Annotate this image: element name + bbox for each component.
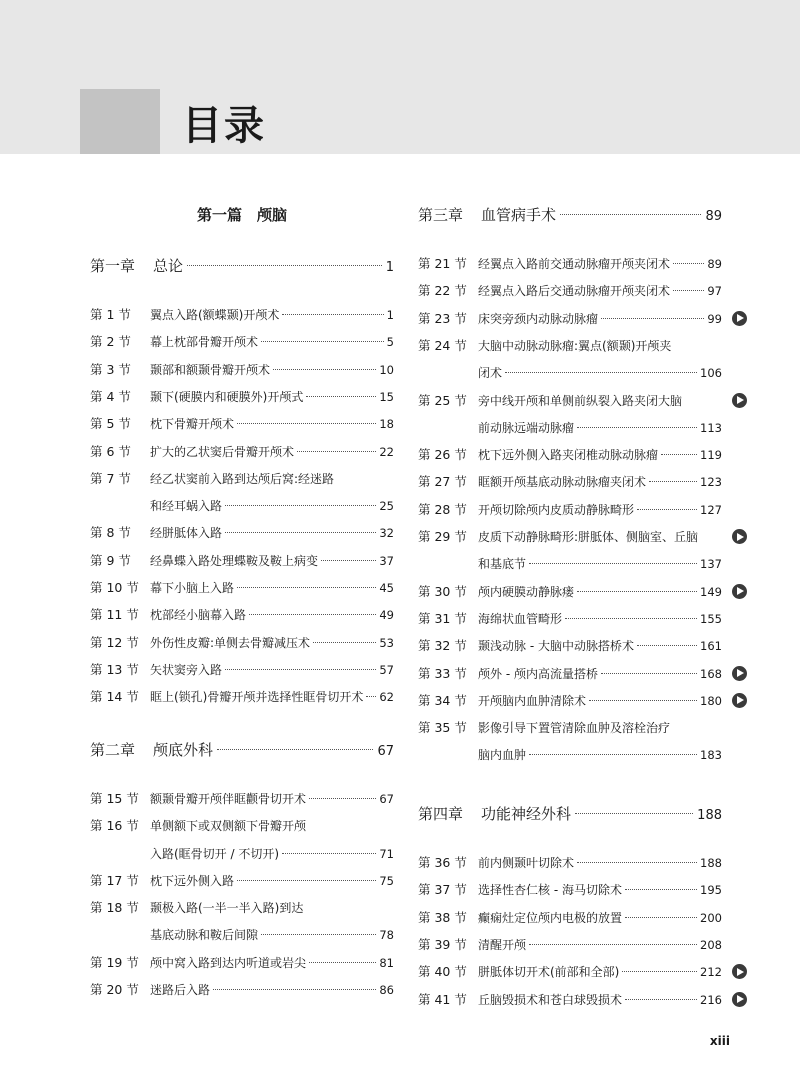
section-title-text: 枕下远外侧入路夹闭椎动脉动脉瘤	[478, 448, 659, 463]
section-title-text: 闭术	[478, 366, 503, 381]
toc-entry[interactable]	[90, 897, 394, 946]
toc-entry[interactable]	[418, 907, 722, 929]
chapter-title: 总论	[153, 257, 184, 275]
toc-entry[interactable]	[418, 253, 722, 275]
section-title-line	[478, 989, 722, 1011]
leader-dots	[625, 917, 697, 918]
section-page: 99	[707, 311, 722, 326]
leader-dots	[529, 944, 697, 945]
toc-entry[interactable]	[90, 632, 394, 654]
toc-entry[interactable]	[90, 386, 394, 408]
section-page: 32	[379, 526, 394, 541]
section-title-line	[150, 577, 394, 599]
section-page: 49	[379, 608, 394, 623]
section-page: 71	[379, 846, 394, 861]
section-number: 第 2 节	[90, 334, 131, 350]
leader-dots	[366, 696, 376, 697]
toc-entry[interactable]	[90, 304, 394, 326]
section-title-line	[478, 663, 722, 685]
leader-dots	[261, 934, 376, 935]
play-circle-icon[interactable]	[732, 666, 747, 681]
toc-entry[interactable]	[418, 608, 722, 630]
leader-dots	[577, 427, 697, 428]
section-number: 第 23 节	[418, 310, 467, 326]
toc-entry[interactable]	[418, 526, 722, 575]
section-title-line	[150, 495, 394, 517]
section-number: 第 24 节	[418, 337, 467, 353]
leader-dots	[187, 265, 382, 266]
section-number: 第 14 节	[90, 689, 139, 705]
section-title-line	[478, 444, 722, 466]
section-title-line	[150, 441, 394, 463]
section-title-text: 癫痫灶定位颅内电极的放置	[478, 910, 623, 925]
section-page: 81	[379, 955, 394, 970]
toc-entry[interactable]	[418, 934, 722, 956]
section-title-text: 选择性杏仁核 - 海马切除术	[478, 883, 622, 898]
section-number: 第 4 节	[90, 388, 131, 404]
leader-dots	[625, 889, 697, 890]
section-title-text: 颅内硬膜动静脉瘘	[478, 584, 575, 599]
leader-dots	[589, 700, 697, 701]
section-title-text: 经胼胝体入路	[150, 526, 223, 541]
leader-dots	[282, 853, 376, 854]
section-title-line	[478, 553, 722, 575]
toc-entry[interactable]	[418, 690, 722, 712]
section-title-line	[150, 386, 394, 408]
chapter-heading[interactable]	[418, 203, 722, 227]
section-title-text: 开颅切除颅内皮质动静脉畸形	[478, 502, 635, 517]
section-number: 第 32 节	[418, 638, 467, 654]
section-page: 62	[379, 690, 394, 705]
section-title-text: 大脑中动脉动脉瘤:翼点(额颞)开颅夹	[478, 338, 672, 353]
page-number: xiii	[709, 1034, 730, 1048]
section-page: 168	[700, 666, 722, 681]
section-page: 200	[700, 910, 722, 925]
section-title-line	[478, 390, 722, 412]
leader-dots	[637, 645, 697, 646]
toc-entry[interactable]	[90, 577, 394, 599]
section-page: 119	[700, 448, 722, 463]
leader-dots	[565, 618, 697, 619]
chapter-heading[interactable]	[90, 738, 394, 762]
section-title-text: 入路(眶骨切开 / 不切开)	[150, 846, 280, 861]
section-title-line	[150, 924, 394, 946]
play-circle-icon[interactable]	[732, 584, 747, 599]
section-number: 第 33 节	[418, 665, 467, 681]
leader-dots	[529, 563, 697, 564]
section-title-text: 枕下骨瓣开颅术	[150, 417, 235, 432]
section-number: 第 10 节	[90, 580, 139, 595]
section-number: 第 38 节	[418, 909, 467, 925]
section-page: 216	[700, 992, 722, 1007]
section-title-text: 经翼点入路后交通动脉瘤开颅夹闭术	[478, 284, 671, 299]
chapter-number: 第四章	[418, 805, 464, 823]
leader-dots	[309, 798, 376, 799]
section-number: 第 41 节	[418, 991, 467, 1007]
section-title-line	[478, 852, 722, 874]
section-number: 第 22 节	[418, 283, 467, 299]
play-circle-icon[interactable]	[732, 964, 747, 979]
toc-entry[interactable]	[418, 308, 722, 330]
toc-entry[interactable]	[418, 280, 722, 302]
section-number: 第 34 节	[418, 692, 467, 708]
toc-entry[interactable]	[418, 663, 722, 685]
section-title-text: 前内侧颞叶切除术	[478, 856, 575, 870]
section-title-text: 和基底节	[478, 557, 527, 572]
section-title-text: 枕下远外侧入路	[150, 873, 235, 888]
leader-dots	[225, 532, 376, 533]
section-title-text: 经翼点入路前交通动脉瘤开颅夹闭术	[478, 257, 671, 271]
section-title-line	[478, 362, 722, 384]
section-title-text: 颅中窝入路到达内听道或岩尖	[150, 955, 307, 970]
toc-entry[interactable]	[418, 879, 722, 901]
section-title-line	[150, 788, 394, 810]
section-title-line	[478, 471, 722, 493]
section-title-text: 经鼻蝶入路处理蝶鞍及鞍上病变	[150, 553, 319, 568]
section-title-line	[150, 331, 394, 353]
section-title-text: 枕部经小脑幕入路	[150, 608, 247, 623]
toc-entry[interactable]	[418, 961, 722, 983]
toc-entry[interactable]	[418, 581, 722, 603]
section-title-text: 外伤性皮瓣:单侧去骨瓣减压术	[150, 635, 311, 650]
play-circle-icon[interactable]	[732, 393, 747, 408]
chapter-number: 第三章	[418, 206, 464, 224]
section-page: 180	[700, 693, 722, 708]
section-number: 第 13 节	[90, 661, 139, 677]
section-title-line	[478, 499, 722, 521]
toc-entry[interactable]	[90, 331, 394, 353]
leader-dots	[601, 318, 704, 319]
chapter-title: 颅底外科	[153, 741, 214, 759]
chapter-number: 第一章	[90, 257, 136, 275]
section-page: 123	[700, 475, 722, 490]
section-number: 第 28 节	[418, 501, 467, 517]
section-title-line	[478, 608, 722, 630]
leader-dots	[560, 214, 701, 215]
section-number: 第 15 节	[90, 791, 139, 806]
section-page: 75	[379, 873, 394, 888]
section-title-line	[150, 550, 394, 572]
leader-dots	[577, 591, 697, 592]
toc-entry[interactable]	[90, 604, 394, 626]
leader-dots	[282, 314, 383, 315]
section-page: 78	[379, 928, 394, 943]
section-title-line	[150, 413, 394, 435]
section-page: 10	[379, 362, 394, 377]
section-title-text: 迷路后入路	[150, 983, 211, 998]
chapter-page: 67	[377, 744, 394, 759]
section-title-line	[150, 870, 394, 892]
section-title-line	[478, 581, 722, 603]
leader-dots	[237, 587, 376, 588]
section-title-line	[150, 659, 394, 681]
chapter-title: 功能神经外科	[481, 805, 572, 823]
section-title-text: 脑内血肿	[478, 748, 527, 763]
section-title-text: 影像引导下置管清除血肿及溶栓治疗	[478, 721, 671, 736]
chapter-title: 血管病手术	[481, 206, 557, 224]
section-number: 第 27 节	[418, 474, 467, 490]
toc-entry[interactable]	[418, 852, 722, 874]
section-number: 第 1 节	[90, 307, 131, 322]
section-title-line	[150, 359, 394, 381]
leader-dots	[309, 962, 376, 963]
toc-entry[interactable]	[90, 522, 394, 544]
section-title-text: 眶额开颅基底动脉动脉瘤夹闭术	[478, 475, 647, 490]
section-page: 67	[379, 792, 394, 806]
section-number: 第 39 节	[418, 936, 467, 952]
section-number: 第 36 节	[418, 855, 467, 870]
section-title-line	[478, 308, 722, 330]
section-title-text: 颞下(硬膜内和硬膜外)开颅式	[150, 389, 304, 404]
section-title-line	[478, 744, 722, 766]
section-title-line	[478, 526, 722, 548]
leader-dots	[237, 880, 376, 881]
leader-dots	[673, 263, 704, 264]
leader-dots	[217, 749, 373, 750]
section-number: 第 3 节	[90, 361, 131, 377]
toc-entry[interactable]	[90, 441, 394, 463]
section-title-text: 皮质下动静脉畸形:胼胝体、侧脑室、丘脑	[478, 530, 699, 544]
toc-entry[interactable]	[418, 335, 722, 384]
section-title-text: 幕下小脑上入路	[150, 581, 235, 595]
leader-dots	[622, 971, 697, 972]
section-page: 5	[386, 335, 394, 350]
section-title-line	[150, 815, 394, 837]
section-page: 18	[379, 417, 394, 432]
section-number: 第 18 节	[90, 900, 139, 916]
section-number: 第 30 节	[418, 583, 467, 599]
section-page: 208	[700, 937, 722, 952]
section-page: 97	[707, 284, 722, 299]
section-title-text: 幕上枕部骨瓣开颅术	[150, 335, 259, 350]
section-title-line	[478, 253, 722, 275]
section-number: 第 6 节	[90, 443, 131, 459]
section-page: 1	[386, 308, 394, 322]
section-page: 89	[707, 257, 722, 271]
section-title-line	[478, 417, 722, 439]
leader-dots	[306, 396, 376, 397]
leader-dots	[261, 341, 384, 342]
section-title-line	[150, 632, 394, 654]
toc-entry[interactable]	[418, 390, 722, 439]
section-number: 第 17 节	[90, 872, 139, 888]
section-title-text: 经乙状窦前入路到达颅后窝:经迷路	[150, 471, 335, 486]
section-number: 第 7 节	[90, 470, 131, 486]
section-title-text: 基底动脉和鞍后间隙	[150, 928, 259, 943]
leader-dots	[601, 673, 697, 674]
toc-entry[interactable]	[90, 815, 394, 864]
leader-dots	[637, 509, 697, 510]
section-number: 第 37 节	[418, 882, 467, 898]
section-number: 第 21 节	[418, 256, 467, 271]
section-title-text: 翼点入路(额蝶颞)开颅术	[150, 308, 280, 322]
chapter-page: 188	[697, 808, 722, 823]
section-page: 37	[379, 553, 394, 568]
section-title-line	[478, 717, 722, 739]
section-page: 155	[700, 611, 722, 626]
section-number: 第 16 节	[90, 818, 139, 834]
section-title-text: 海绵状血管畸形	[478, 611, 563, 626]
section-number: 第 5 节	[90, 416, 131, 432]
leader-dots	[505, 372, 697, 373]
section-title-line	[478, 335, 722, 357]
section-number: 第 31 节	[418, 610, 467, 626]
section-number: 第 12 节	[90, 634, 139, 650]
section-title-text: 胼胝体切开术(前部和全部)	[478, 965, 620, 980]
section-title-text: 额颞骨瓣开颅伴眶颧骨切开术	[150, 792, 307, 806]
section-page: 195	[700, 883, 722, 898]
toc-entry[interactable]	[418, 717, 722, 766]
toc-entry[interactable]	[90, 659, 394, 681]
section-page: 113	[700, 420, 722, 435]
toc-entry[interactable]	[90, 413, 394, 435]
leader-dots	[249, 614, 376, 615]
section-title-text: 眶上(锁孔)骨瓣开颅并选择性眶骨切开术	[150, 690, 364, 705]
toc-entry[interactable]	[90, 870, 394, 892]
section-title-text: 颞极入路(一半一半入路)到达	[150, 901, 304, 916]
section-title-text: 颅外 - 颅内高流量搭桥	[478, 666, 598, 681]
section-page: 137	[700, 557, 722, 572]
section-page: 53	[379, 635, 394, 650]
section-title-text: 单侧额下或双侧额下骨瓣开颅	[150, 819, 307, 834]
section-title-text: 和经耳蜗入路	[150, 499, 223, 514]
chapter-heading[interactable]	[90, 254, 394, 278]
section-page: 25	[379, 499, 394, 514]
toc-entry[interactable]	[90, 979, 394, 1001]
toc-entry[interactable]	[90, 359, 394, 381]
section-number: 第 9 节	[90, 552, 131, 568]
leader-dots	[225, 505, 376, 506]
section-title-line	[478, 690, 722, 712]
section-title-text: 扩大的乙状窦后骨瓣开颅术	[150, 444, 295, 459]
leader-dots	[237, 423, 376, 424]
chapter-heading[interactable]	[418, 802, 722, 826]
section-title-line	[478, 934, 722, 956]
toc-entry[interactable]	[418, 499, 722, 521]
section-number: 第 26 节	[418, 447, 467, 463]
toc-entry[interactable]	[418, 444, 722, 466]
leader-dots	[625, 999, 697, 1000]
section-number: 第 29 节	[418, 529, 467, 544]
play-circle-icon[interactable]	[732, 992, 747, 1007]
section-title-line	[478, 280, 722, 302]
leader-dots	[575, 813, 693, 814]
toc-entry[interactable]	[90, 952, 394, 974]
section-title-line	[150, 468, 394, 490]
section-title-line	[150, 979, 394, 1001]
section-page: 57	[379, 662, 394, 677]
leader-dots	[577, 862, 697, 863]
section-number: 第 35 节	[418, 720, 467, 736]
toc-entry[interactable]	[90, 686, 394, 708]
section-page: 86	[379, 983, 394, 998]
chapter-number: 第二章	[90, 741, 136, 759]
leader-dots	[297, 451, 376, 452]
section-page: 212	[700, 965, 722, 980]
section-title-line	[150, 897, 394, 919]
part-title: 第一篇 颅脑	[196, 206, 287, 224]
chapter-page: 1	[385, 260, 394, 275]
section-title-text: 床突旁颈内动脉动脉瘤	[478, 311, 599, 326]
section-page: 161	[700, 639, 722, 654]
section-title-text: 开颅脑内血肿清除术	[478, 693, 587, 708]
section-title-line	[478, 961, 722, 983]
leader-dots	[321, 560, 376, 561]
section-title-line	[150, 604, 394, 626]
section-number: 第 11 节	[90, 607, 139, 623]
section-title-text: 颞浅动脉 - 大脑中动脉搭桥术	[478, 639, 634, 654]
section-title-text: 前动脉远端动脉瘤	[478, 420, 575, 435]
leader-dots	[225, 669, 376, 670]
section-number: 第 8 节	[90, 525, 131, 541]
leader-dots	[661, 454, 697, 455]
section-page: 22	[379, 444, 394, 459]
section-page: 149	[700, 584, 722, 599]
section-number: 第 19 节	[90, 954, 139, 970]
leader-dots	[273, 369, 376, 370]
toc-entry[interactable]	[418, 635, 722, 657]
toc-entry[interactable]	[90, 550, 394, 572]
section-title-line	[150, 952, 394, 974]
section-title-line	[150, 304, 394, 326]
section-page: 188	[700, 856, 722, 870]
play-circle-icon[interactable]	[732, 311, 747, 326]
header-accent-block	[80, 89, 160, 154]
section-title-text: 颞部和额颞骨瓣开颅术	[150, 362, 271, 377]
section-title-text: 矢状窦旁入路	[150, 662, 223, 677]
leader-dots	[673, 290, 704, 291]
section-title-line	[150, 843, 394, 865]
page-title: 目录	[182, 103, 266, 149]
leader-dots	[313, 642, 376, 643]
chapter-page: 89	[705, 209, 722, 224]
section-number: 第 40 节	[418, 964, 467, 980]
section-page: 15	[379, 389, 394, 404]
section-title-line	[478, 635, 722, 657]
section-title-line	[478, 879, 722, 901]
toc-entry[interactable]	[418, 989, 722, 1011]
section-number: 第 25 节	[418, 392, 467, 408]
section-title-text: 清醒开颅	[478, 937, 527, 952]
play-circle-icon[interactable]	[732, 693, 747, 708]
section-title-text: 丘脑毁损术和苍白球毁损术	[478, 992, 623, 1007]
toc-entry[interactable]	[90, 468, 394, 517]
leader-dots	[529, 754, 697, 755]
leader-dots	[213, 989, 376, 990]
toc-entry[interactable]	[90, 788, 394, 810]
section-title-text: 旁中线开颅和单侧前纵裂入路夹闭大脑	[478, 393, 683, 408]
section-page: 183	[700, 748, 722, 763]
toc-entry[interactable]	[418, 471, 722, 493]
section-page: 127	[700, 502, 722, 517]
section-title-line	[478, 907, 722, 929]
section-number: 第 20 节	[90, 982, 139, 998]
play-circle-icon[interactable]	[732, 529, 747, 544]
section-page: 106	[700, 366, 722, 381]
section-page: 45	[379, 581, 394, 595]
section-title-line	[150, 686, 394, 708]
section-title-line	[150, 522, 394, 544]
leader-dots	[649, 481, 697, 482]
